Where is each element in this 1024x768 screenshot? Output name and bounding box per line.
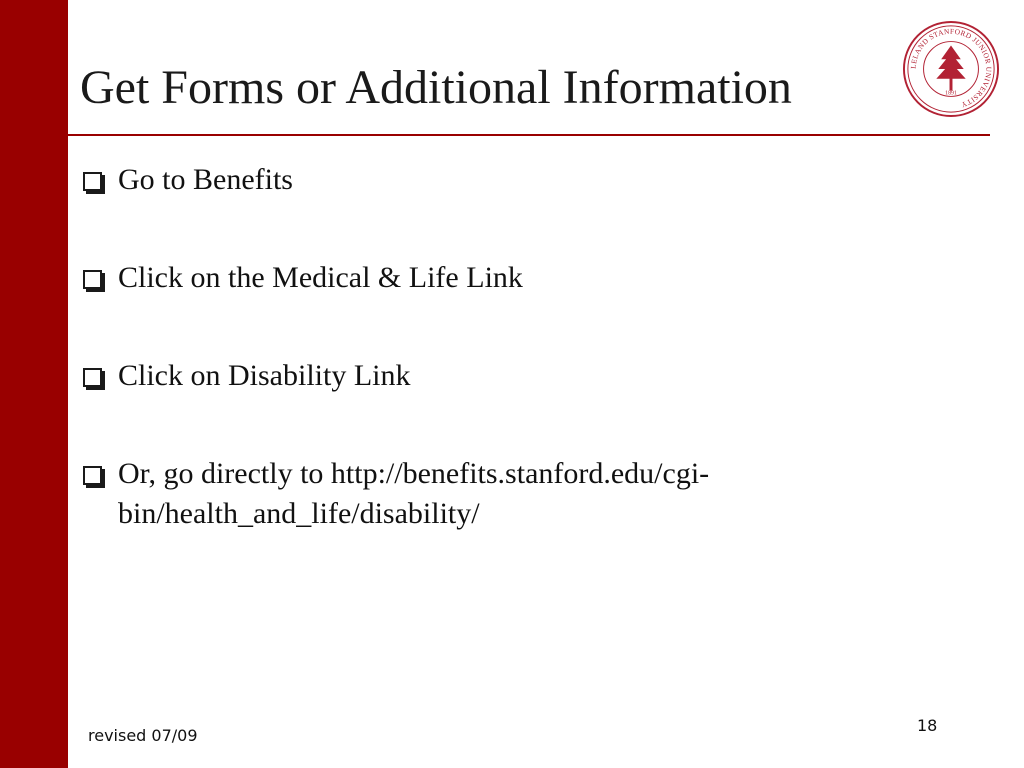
list-item: [80, 454, 918, 534]
list-item: [80, 258, 980, 298]
list-item: [80, 356, 980, 396]
stanford-seal-icon: [902, 20, 1000, 118]
bullet-text: Or, go directly to http://benefits.stanford.edu/cgi-bin/health_and_life/disability/: [118, 457, 710, 530]
bullet-text: Go to Benefits: [118, 163, 293, 196]
left-accent-bar: [0, 0, 68, 768]
checkbox-bullet-icon: [83, 270, 102, 289]
list-item: [80, 160, 980, 200]
bullet-text: Click on the Medical & Life Link: [118, 261, 523, 294]
page-number: 18: [917, 716, 938, 735]
checkbox-bullet-icon: [83, 368, 102, 387]
title-divider: [68, 134, 990, 136]
svg-text:LELAND STANFORD JUNIOR UNIVERS: LELAND STANFORD JUNIOR UNIVERSITY: [908, 26, 994, 110]
checkbox-bullet-icon: [83, 172, 102, 191]
revision-note: revised 07/09: [88, 726, 198, 745]
checkbox-bullet-icon: [83, 466, 102, 485]
seal-year: 1891: [945, 90, 957, 97]
bullet-text: Click on Disability Link: [118, 359, 411, 392]
bullet-list: [80, 160, 980, 592]
slide-title: Get Forms or Additional Information: [80, 61, 792, 114]
